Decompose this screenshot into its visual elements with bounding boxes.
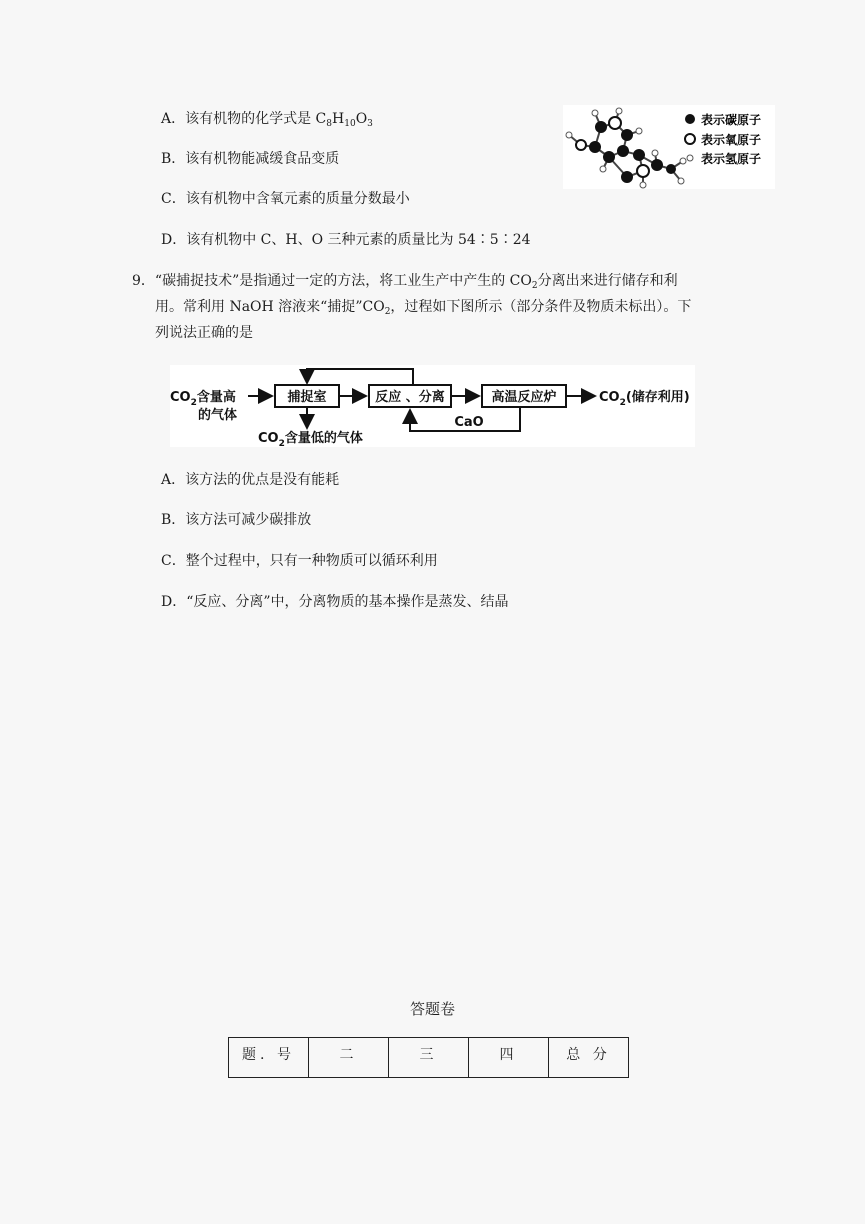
carbon-legend-label: 表示碳原子 (701, 113, 762, 127)
formula-sub-c: 8 (326, 119, 333, 129)
molecule-figure (563, 105, 775, 189)
header-cell-three: 三 (389, 1038, 469, 1078)
recycle-arrow-top (307, 369, 413, 385)
q8-option-b: B．该有机物能减缓食品变质 (161, 151, 340, 167)
q8-option-c: C．该有机物中含氧元素的质量分数最小 (161, 191, 410, 207)
header-cell-four: 四 (469, 1038, 549, 1078)
reaction-separation-label: 反应 、分离 (375, 390, 445, 405)
input-gas-label-line2: 的气体 (198, 408, 238, 423)
q9-line2-text: 用。常利用 NaOH 溶液来“捕捉”CO (155, 299, 385, 315)
low-co2-gas-label: $CO_2$含量低的气体 (258, 431, 363, 447)
cao-label: CaO (454, 415, 484, 430)
co2-capture-flow-diagram (170, 365, 695, 447)
molecule-atoms (566, 108, 686, 188)
formula-h: H (332, 111, 345, 127)
answer-sheet-title: 答题卷 (409, 1000, 455, 1018)
header-cell-two: 二 (309, 1038, 389, 1078)
formula-o: O (355, 111, 368, 127)
header-cell-number: 题. 号 (229, 1038, 309, 1078)
q9-line-3: 列说法正确的是 (155, 325, 253, 341)
formula-sub-o: 3 (367, 119, 373, 129)
carbon-legend-icon (685, 114, 695, 124)
oxygen-legend-label: 表示氧原子 (701, 133, 762, 147)
co2-sub: 2 (531, 281, 538, 291)
q8-option-a (161, 109, 373, 134)
q9-line1-post: 分离出来进行储存和利 (537, 273, 678, 289)
q9-line-1 (132, 271, 678, 296)
formula-sub-h: 10 (344, 119, 356, 129)
q9-line-2 (155, 297, 691, 322)
capture-chamber-label: 捕捉室 (287, 390, 327, 405)
output-co2-label: $CO_2$(储存利用) (599, 390, 690, 408)
oxygen-legend-icon (685, 134, 695, 144)
q9-option-b: B．该方法可减少碳排放 (161, 512, 312, 528)
kiln-label: 高温反应炉 (491, 390, 557, 405)
q9-number: 9． (132, 273, 155, 289)
co2-sub: 2 (384, 307, 391, 317)
hydrogen-legend-icon (687, 155, 693, 161)
input-gas-label: $CO_2$含量高 (170, 390, 236, 408)
q8-option-d: D．该有机物中 C、H、O 三种元素的质量比为 54∶5∶24 (161, 232, 531, 248)
q8-option-a-text: A．该有机物的化学式是 C (161, 111, 327, 127)
hydrogen-legend-label: 表示氢原子 (701, 152, 762, 166)
q9-line1-text: “碳捕捉技术”是指通过一定的方法，将工业生产中产生的 CO (154, 273, 532, 289)
table-row (229, 1038, 629, 1078)
q9-option-c: C．整个过程中，只有一种物质可以循环利用 (161, 553, 438, 569)
q9-option-d: D．“反应、分离”中，分离物质的基本操作是蒸发、结晶 (161, 594, 509, 610)
q9-line2-post: ，过程如下图所示（部分条件及物质未标出）。下 (390, 299, 692, 315)
q9-option-a: A．该方法的优点是没有能耗 (161, 472, 340, 488)
score-table (228, 1037, 629, 1078)
header-cell-total: 总 分 (549, 1038, 629, 1078)
